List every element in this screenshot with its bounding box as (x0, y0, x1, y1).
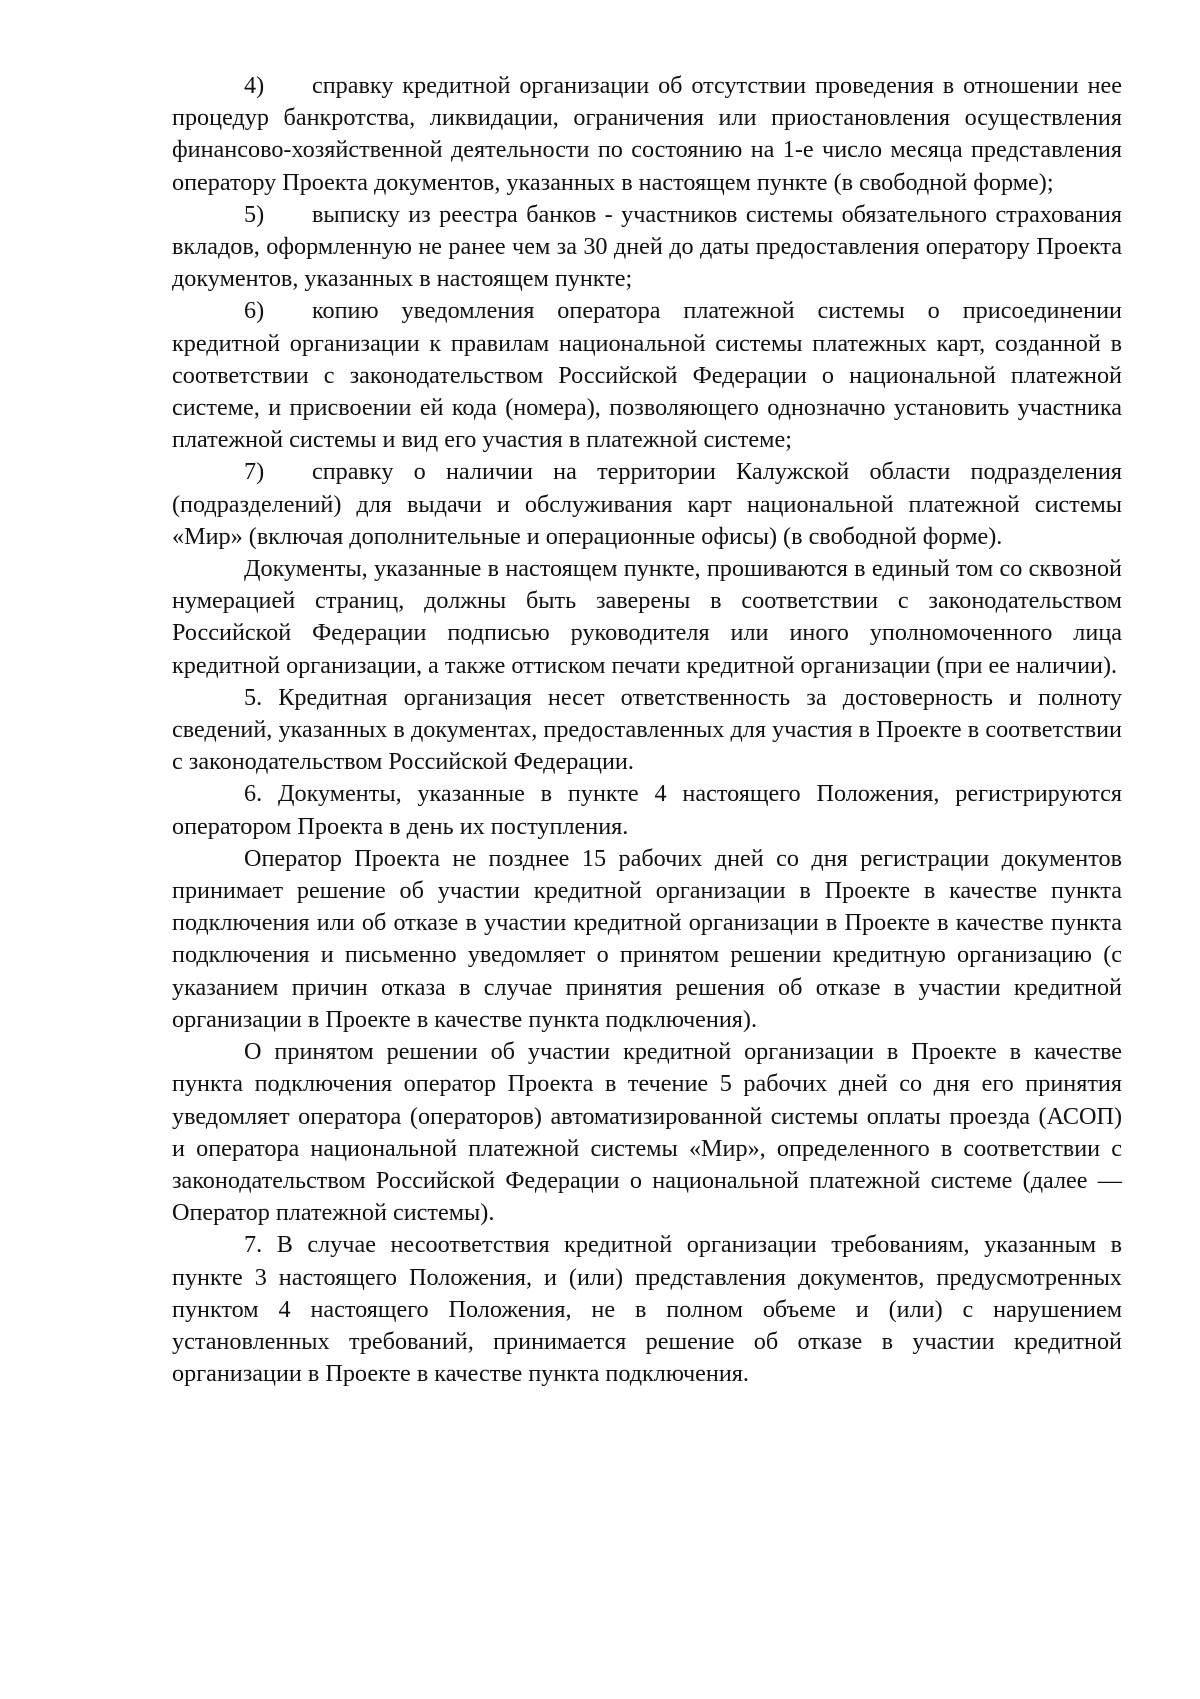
paragraph-clause-6: 6. Документы, указанные в пункте 4 настоящего Положения, регистрируются оператором Проекта в день их поступления. (172, 780, 1122, 840)
list-number: 6) (244, 297, 265, 325)
list-item-4 (172, 70, 1122, 199)
list-number: 7) (244, 458, 265, 486)
paragraph-clause-5: 5. Кредитная организация несет ответственность за достоверность и полноту сведений, указанных в документах, предоставленных для участия в Проекте в соответствии с законодательством Российской Федерации. (172, 683, 1122, 776)
list-item-6 (172, 295, 1122, 456)
document-page (172, 70, 1122, 1390)
paragraph-clause-7: 7. В случае несоответствия кредитной организации требованиям, указанным в пункте 3 настоящего Положения, и (или) представления документов, предусмотренных пунктом 4 настоящего Положения, не в полном объеме и (или) с нарушением установленных требований, принимается решение об отказе в участии кредитной организации в Проекте в качестве пункта подключения. (172, 1231, 1122, 1388)
paragraph-notification: О принятом решении об участии кредитной организации в Проекте в качестве пункта подключения оператор Проекта в течение 5 рабочих дней со дня его принятия уведомляет оператора (операторов) автоматизированной системы оплаты проезда (АСОП) и оператора национальной платежной системы «Мир», определенного в соответствии с законодательством Российской Федерации о национальной платежной системе (далее — Оператор платежной системы). (172, 1038, 1122, 1227)
list-number: 4) (244, 72, 265, 99)
paragraph-text: выписку из реестра банков - участников системы обязательного страхования вкладов, оформленную не ранее чем за 30 дней до даты предоставления оператору Проекта документов, указанных в настоящем пункте; (172, 200, 1122, 293)
paragraph-text: справку о наличии на территории Калужской области подразделения (подразделений) для выдачи и обслуживания карт национальной платежной системы «Мир» (включая дополнительные и операционные офисы) (в свободной форме). (172, 458, 1122, 550)
paragraph-text: копию уведомления оператора платежной системы о присоединении кредитной организации к правилам национальной системы платежных карт, созданной в соответствии с законодательством Российской Федерации о национальной платежной системе, и присвоении ей кода (номера), позволяющего однозначно установить участника платежной системы и вид его участия в платежной системе; (172, 297, 1122, 454)
paragraph-text: справку кредитной организации об отсутствии проведения в отношении нее процедур банкротства, ликвидации, ограничения или приостановления осуществления финансово-хозяйственной деятельности по состоянию на 1-е число месяца представления оператору Проекта документов, указанных в настоящем пункте (в свободной форме); (172, 72, 1122, 196)
paragraph-operator-decision: Оператор Проекта не позднее 15 рабочих дней со дня регистрации документов принимает решение об участии кредитной организации в Проекте в качестве пункта подключения или об отказе в участии кредитной организации в Проекте в качестве пункта подключения и письменно уведомляет о принятом решении кредитную организацию (с указанием причин отказа в случае принятия решения об отказе в участии кредитной организации в Проекте в качестве пункта подключения). (172, 844, 1122, 1033)
list-item-5 (172, 199, 1122, 296)
list-number: 5) (244, 200, 265, 228)
paragraph-documents: Документы, указанные в настоящем пункте, прошиваются в единый том со сквозной нумерацией страниц, должны быть заверены в соответствии с законодательством Российской Федерации подписью руководителя или иного уполномоченного лица кредитной организации, а также оттиском печати кредитной организации (при ее наличии). (172, 555, 1122, 679)
list-item-7 (172, 456, 1122, 553)
